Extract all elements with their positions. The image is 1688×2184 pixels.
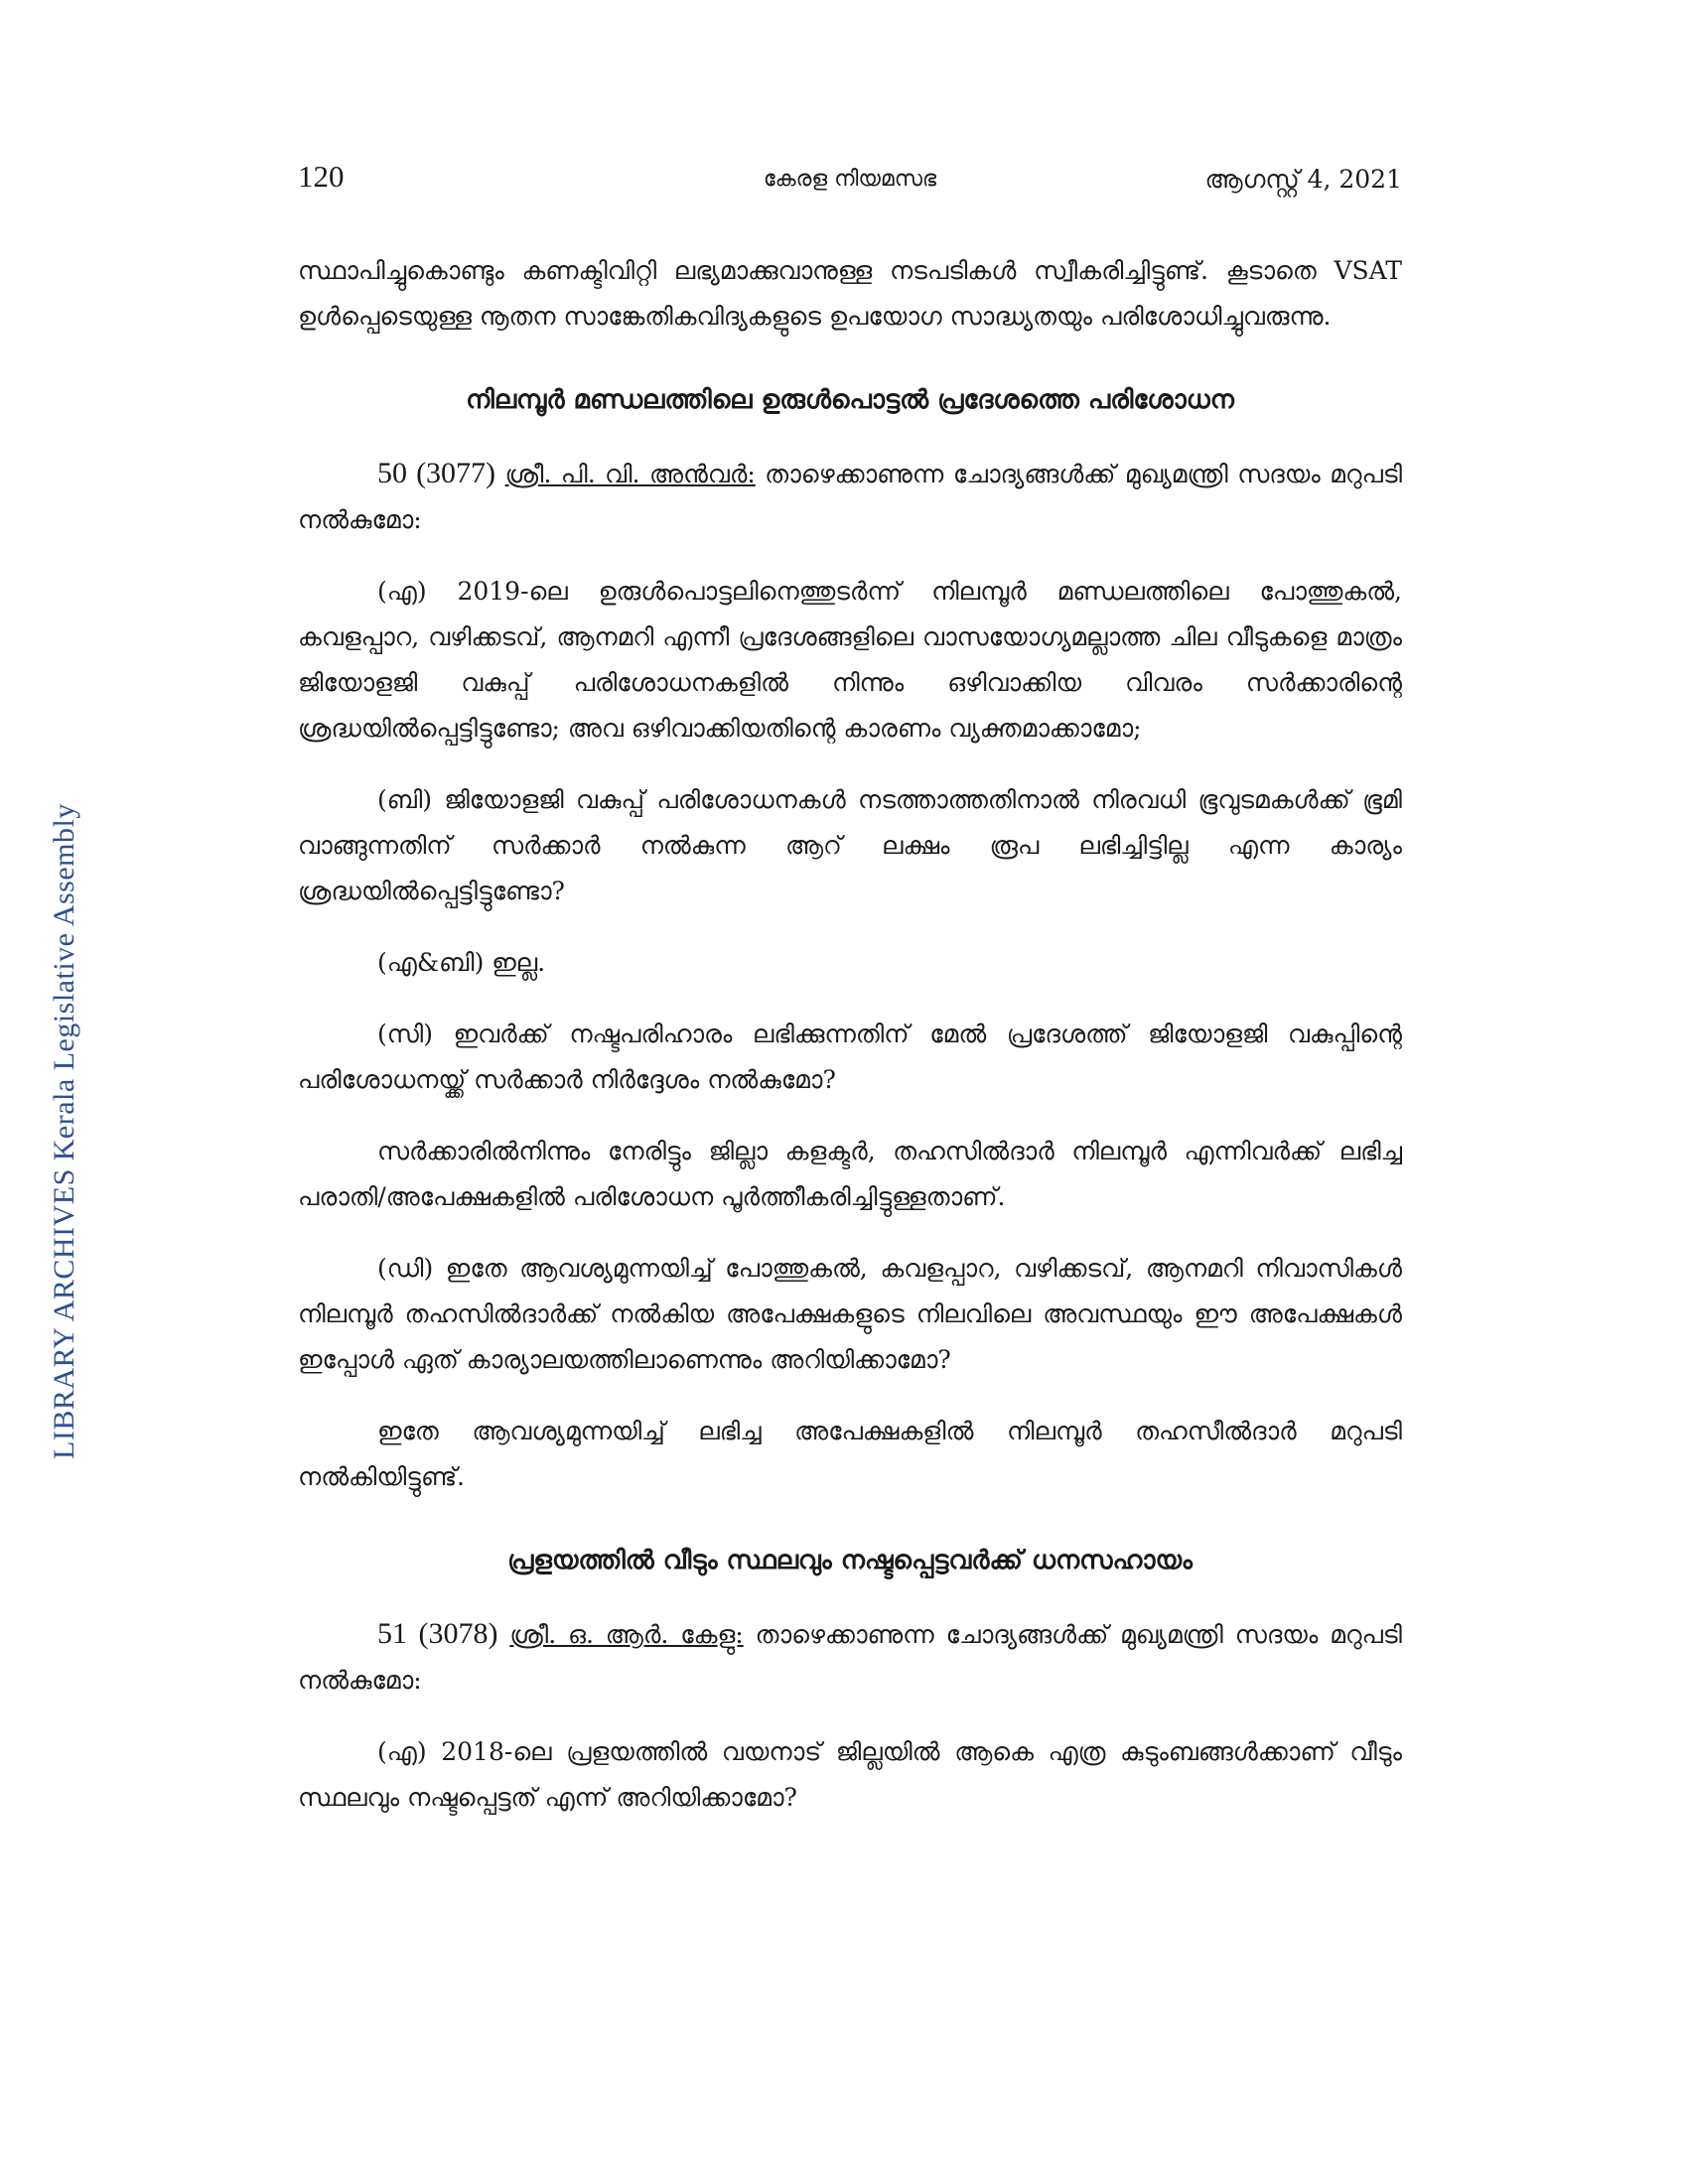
question-50-part-d: (ഡി) ഇതേ ആവശ്യമുന്നയിച്ച് പോത്തുകൽ, കവളപ്പാറ, വഴിക്കടവ്, ആനമറി നിവാസികൾ നിലമ്പൂർ തഹസിൽദാർക്ക് നൽകിയ അപേക്ഷകളുടെ നിലവിലെ അവസ്ഥയും ഈ അപേക്ഷകൾ ഇപ്പോൾ ഏത് കാര്യാലയത്തിലാണെന്നും അറിയിക്കാമോ? — [298, 1254, 1402, 1374]
answer-50-ab: (എ&ബി) ഇല്ല. — [377, 948, 546, 977]
question-50-intro — [298, 451, 1402, 543]
question-50-lead: താഴെക്കാണുന്ന ചോദ്യങ്ങൾക്ക് മുഖ്യമന്ത്രി സദയം മറുപടി നൽകുമോ: — [298, 460, 1403, 534]
question-51-member: ശ്രീ. ഒ. ആർ. കേളു: — [509, 1620, 744, 1649]
question-51-part-a: (എ) 2018-ലെ പ്രളയത്തിൽ വയനാട് ജില്ലയിൽ ആകെ എത്ര കുടുംബങ്ങൾക്കാണ് വീടും സ്ഥലവും നഷ്ടപ്പെട്ടത് എന്ന് അറിയിക്കാമോ? — [298, 1737, 1402, 1812]
intro-paragraph: സ്ഥാപിച്ചുകൊണ്ടും കണക്ടിവിറ്റി ലഭ്യമാക്കുവാനുള്ള നടപടികൾ സ്വീകരിച്ചിട്ടുണ്ട്. കൂടാതെ VSAT ഉൾപ്പെടെയുള്ള നൂതന സാങ്കേതികവിദ്യകളുടെ ഉപയോഗ സാദ്ധ്യതയും പരിശോധിച്ചുവരുന്നു. — [298, 256, 1402, 331]
question-50-number: 50 (3077) — [377, 457, 496, 489]
archive-watermark: LIBRARY ARCHIVES Kerala Legislative Assembly — [48, 803, 80, 1459]
question-50-part-a: (എ) 2019-ലെ ഉരുൾപൊട്ടലിനെത്തുടർന്ന് നിലമ്പൂർ മണ്ഡലത്തിലെ പോത്തുകൽ, കവളപ്പാറ, വഴിക്കടവ്, ആനമറി എന്നീ പ്രദേശങ്ങളിലെ വാസയോഗ്യമല്ലാത്ത ചില വീടുകളെ മാത്രം ജിയോളജി വകുപ്പ് പരിശോധനകളിൽ നിന്നും ഒഴിവാക്കിയ വിവരം സർക്കാരിന്റെ ശ്രദ്ധയിൽപ്പെട്ടിട്ടുണ്ടോ; അവ ഒഴിവാക്കിയതിന്റെ കാരണം വ്യക്തമാക്കാമോ; — [298, 577, 1402, 743]
question-50-section — [298, 377, 1402, 1500]
question-51-lead: താഴെക്കാണുന്ന ചോദ്യങ്ങൾക്ക് മുഖ്യമന്ത്രി സദയം മറുപടി നൽകുമോ: — [298, 1620, 1402, 1695]
assembly-name: കേരള നിയമസഭ — [763, 167, 937, 192]
question-51-intro — [298, 1611, 1402, 1704]
question-51-section — [298, 1538, 1402, 1821]
question-50-part-b: (ബി) ജിയോളജി വകുപ്പ് പരിശോധനകൾ നടത്താത്തതിനാൽ നിരവധി ഭൂവുടമകൾക്ക് ഭൂമി വാങ്ങുന്നതിന് സർക്കാർ നൽകുന്ന ആറ് ലക്ഷം രൂപ ലഭിച്ചിട്ടില്ല എന്ന കാര്യം ശ്രദ്ധയിൽപ്പെട്ടിട്ടുണ്ടോ? — [298, 785, 1402, 905]
document-page — [298, 0, 1402, 1821]
question-51-title: പ്രളയത്തിൽ വീടും സ്ഥലവും നഷ്ടപ്പെട്ടവർക്ക് ധനസഹായം — [507, 1546, 1193, 1575]
question-50-title: നിലമ്പൂർ മണ്ഡലത്തിലെ ഉരുൾപൊട്ടൽ പ്രദേശത്തെ പരിശോധന — [466, 385, 1234, 415]
question-50-member: ശ്രീ. പി. വി. അൻവർ: — [504, 460, 756, 488]
page-number: 120 — [298, 159, 345, 194]
question-50-part-c: (സി) ഇവർക്ക് നഷ്ടപരിഹാരം ലഭിക്കുന്നതിന് മേൽ പ്രദേശത്ത് ജിയോളജി വകുപ്പിന്റെ പരിശോധനയ്ക്ക് സർക്കാർ നിർദ്ദേശം നൽകുമോ? — [298, 1020, 1402, 1094]
answer-50-d: ഇതേ ആവശ്യമുന്നയിച്ച് ലഭിച്ച അപേക്ഷകളിൽ നിലമ്പൂർ തഹസീൽദാർ മറുപടി നൽകിയിട്ടുണ്ട്. — [298, 1417, 1402, 1491]
question-51-number: 51 (3078) — [377, 1617, 498, 1650]
session-date: ആഗസ്റ്റ് 4, 2021 — [1204, 165, 1402, 194]
answer-50-c: സർക്കാരിൽനിന്നും നേരിട്ടും ജില്ലാ കളക്ടർ, തഹസിൽദാർ നിലമ്പൂർ എന്നിവർക്ക് ലഭിച്ച പരാതി/അപേക്ഷകളിൽ പരിശോധന പൂർത്തീകരിച്ചിട്ടുള്ളതാണ്. — [298, 1137, 1402, 1211]
page-header — [298, 0, 1402, 208]
